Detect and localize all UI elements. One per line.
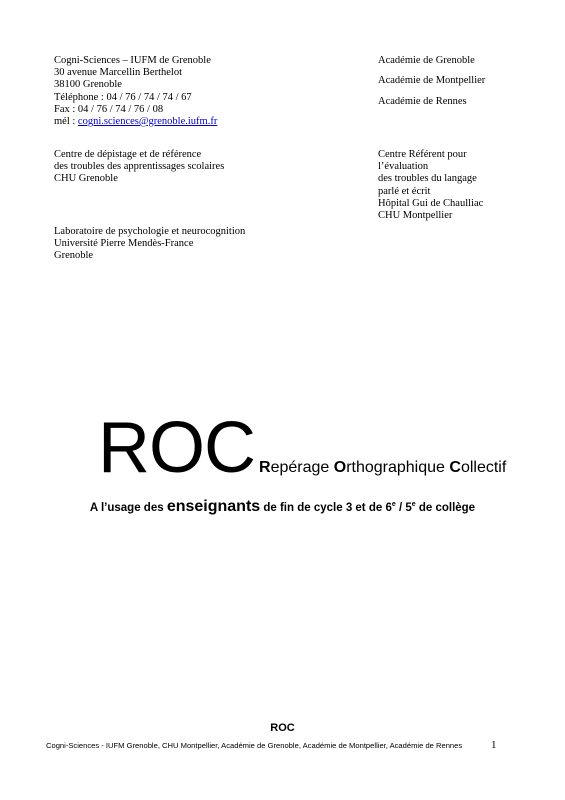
postal-city: 38100 Grenoble bbox=[54, 79, 122, 91]
email-link[interactable]: cogni.sciences@grenoble.iufm.fr bbox=[77, 116, 218, 128]
fax: Fax : 04 / 76 / 74 / 76 / 08 bbox=[54, 103, 164, 115]
title-acronym: ROC bbox=[98, 408, 255, 488]
centre-referent-line-2: l’évaluation bbox=[378, 161, 429, 173]
page-number: 1 bbox=[491, 739, 497, 751]
laboratoire-line-1: Laboratoire de psychologie et neurocognition bbox=[54, 226, 246, 237]
laboratoire-line-3: Grenoble bbox=[54, 250, 94, 262]
document-title bbox=[98, 408, 507, 488]
laboratoire-block bbox=[54, 226, 245, 263]
telephone: Téléphone : 04 / 76 / 74 / 74 / 67 bbox=[54, 91, 192, 103]
audience-subtitle bbox=[0, 498, 565, 516]
subtitle-superscript-2: e bbox=[411, 501, 416, 509]
title-initial-r: R bbox=[259, 459, 271, 476]
subtitle-part-3: / 5 bbox=[395, 502, 412, 514]
footer-title: ROC bbox=[270, 722, 295, 734]
laboratoire-line-2: Université Pierre Mendès-France bbox=[54, 238, 194, 250]
centre-referent-line-5: Hôpital Gui de Chaulliac bbox=[378, 197, 484, 209]
centre-depistage-block bbox=[54, 149, 224, 186]
centre-depistage-line-1: Centre de dépistage et de référence bbox=[54, 149, 202, 160]
centre-referent-line-4: parlé et écrit bbox=[378, 185, 431, 197]
title-word-collectif: ollectif bbox=[460, 459, 507, 476]
subtitle-superscript-1: e bbox=[391, 501, 396, 509]
street-address: 30 avenue Marcellin Berthelot bbox=[54, 67, 182, 79]
centre-referent-block bbox=[378, 149, 483, 222]
footer-credits: Cogni-Sciences - IUFM Grenoble, CHU Montpellier, Académie de Grenoble, Académie de Montpellier, Académie de Rennes bbox=[46, 741, 463, 750]
title-initial-o: O bbox=[333, 459, 347, 476]
academie-grenoble: Académie de Grenoble bbox=[378, 55, 475, 66]
email-label: mél : bbox=[54, 116, 78, 128]
centre-referent-line-1: Centre Référent pour bbox=[378, 149, 467, 160]
academies-list bbox=[378, 55, 485, 116]
centre-referent-line-3: des troubles du langage bbox=[378, 173, 477, 185]
subtitle-part-2: de fin de cycle 3 et de 6 bbox=[260, 502, 392, 514]
subtitle-part-4: de collège bbox=[415, 502, 476, 514]
centre-referent-line-6: CHU Montpellier bbox=[378, 210, 453, 222]
title-word-orthographique: rthographique bbox=[346, 459, 450, 476]
subtitle-part-1: A l’usage des bbox=[89, 502, 167, 514]
academie-rennes: Académie de Rennes bbox=[378, 95, 467, 107]
centre-depistage-line-3: CHU Grenoble bbox=[54, 173, 118, 185]
email-line bbox=[54, 116, 217, 128]
subtitle-emphasis: enseignants bbox=[166, 498, 261, 515]
centre-depistage-line-2: des troubles des apprentissages scolaires bbox=[54, 161, 225, 173]
organization-name: Cogni-Sciences – IUFM de Grenoble bbox=[54, 55, 211, 66]
title-word-reperage: epérage bbox=[270, 459, 334, 476]
title-initial-c: C bbox=[449, 459, 461, 476]
title-expansion bbox=[259, 459, 506, 476]
academie-montpellier: Académie de Montpellier bbox=[378, 75, 486, 87]
contact-block-cogni-sciences bbox=[54, 55, 217, 128]
